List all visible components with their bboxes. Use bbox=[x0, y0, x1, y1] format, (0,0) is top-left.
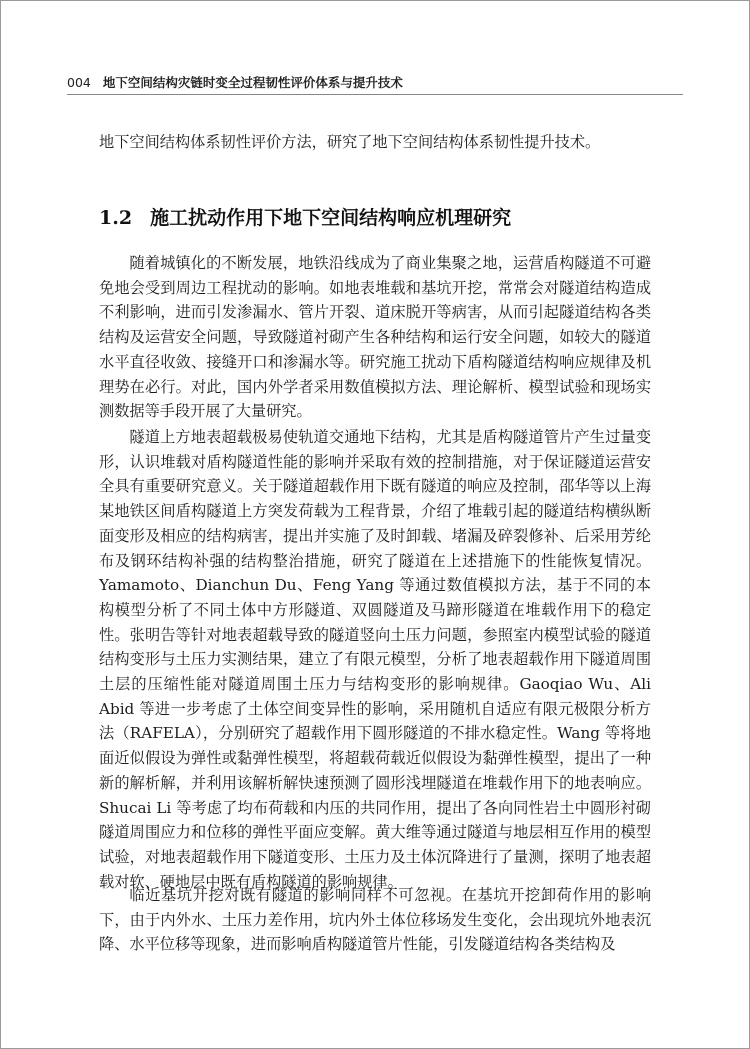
body-paragraph-2: 隧道上方地表超载极易使轨道交通地下结构，尤其是盾构隧道管片产生过量变形，认识堆载对盾构隧道性能的影响并采取有效的控制措施，对于保证隧道运营安全具有重要研究意义。关于隧道超载作用下既有隧道的响应及控制，邵华等以上海某地铁区间盾构隧道上方突发荷载为工程背景，介绍了堆载引起的隧道结构横纵断面变形及相应的结构病害，提出并实施了及时卸载、堵漏及碎裂修补、后采用芳纶布及钢环结构补强的结构整治措施，研究了隧道在上述措施下的性能恢复情况。Yamamoto、Dianchun Du、Feng Yang 等通过数值模拟方法，基于不同的本构模型分析了不同土体中方形隧道、双圆隧道及马蹄形隧道在堆载作用下的稳定性。张明告等针对地表超载导致的隧道竖向土压力问题，参照室内模型试验的隧道结构变形与土压力实测结果，建立了有限元模型，分析了地表超载作用下隧道周围土层的压缩性能对隧道周围土压力与结构变形的影响规律。Gaoqiao Wu、Ali Abid 等进一步考虑了土体空间变异性的影响，采用随机自适应有限元极限分析方法（RAFELA），分别研究了超载作用下圆形隧道的不排水稳定性。Wang 等将地面近似假设为弹性或黏弹性模型，将超载荷载近似假设为黏弹性模型，提出了一种新的解析解，并利用该解析解快速预测了圆形浅埋隧道在堆载作用下的地表响应。Shucai Li 等考虑了均布荷载和内压的共同作用，提出了各向同性岩土中圆形衬砌隧道周围应力和位移的弹性平面应变解。黄大维等通过隧道与地层相互作用的模型试验，对地表超载作用下隧道变形、土压力及土体沉降进行了量测，探明了地表超载对软、硬地层中既有盾构隧道的影响规律。 bbox=[99, 428, 651, 891]
section-number: 1.2 bbox=[99, 207, 133, 229]
page-number: 004 bbox=[67, 75, 91, 90]
book-title: 地下空间结构灾链时变全过程韧性评价体系与提升技术 bbox=[102, 75, 403, 90]
header-divider bbox=[67, 94, 683, 95]
body-paragraph-1: 随着城镇化的不断发展，地铁沿线成为了商业集聚之地，运营盾构隧道不可避免地会受到周边工程扰动的影响。如地表堆载和基坑开挖，常常会对隧道结构造成不利影响，进而引发渗漏水、管片开裂、道床脱开等病害，从而引起隧道结构各类结构及运营安全问题，导致隧道衬砌产生各种结构和运行安全问题，如较大的隧道水平直径收敛、接缝开口和渗漏水等。研究施工扰动下盾构隧道结构响应规律及机理势在必行。对此，国内外学者采用数值模拟方法、理论解析、模型试验和现场实测数据等手段开展了大量研究。 bbox=[99, 254, 651, 421]
continuation-paragraph: 地下空间结构体系韧性评价方法，研究了地下空间结构体系韧性提升技术。 bbox=[99, 133, 601, 151]
body-paragraph-3: 临近基坑开挖对既有隧道的影响同样不可忽视。在基坑开挖卸荷作用的影响下，由于内外水、土压力差作用，坑内外土体位移场发生变化，会出现坑外地表沉降、水平位移等现象，进而影响盾构隧道管片性能，引发隧道结构各类结构及 bbox=[99, 886, 651, 954]
running-header bbox=[67, 73, 403, 91]
section-title: 施工扰动作用下地下空间结构响应机理研究 bbox=[150, 207, 512, 229]
section-heading bbox=[99, 203, 511, 230]
